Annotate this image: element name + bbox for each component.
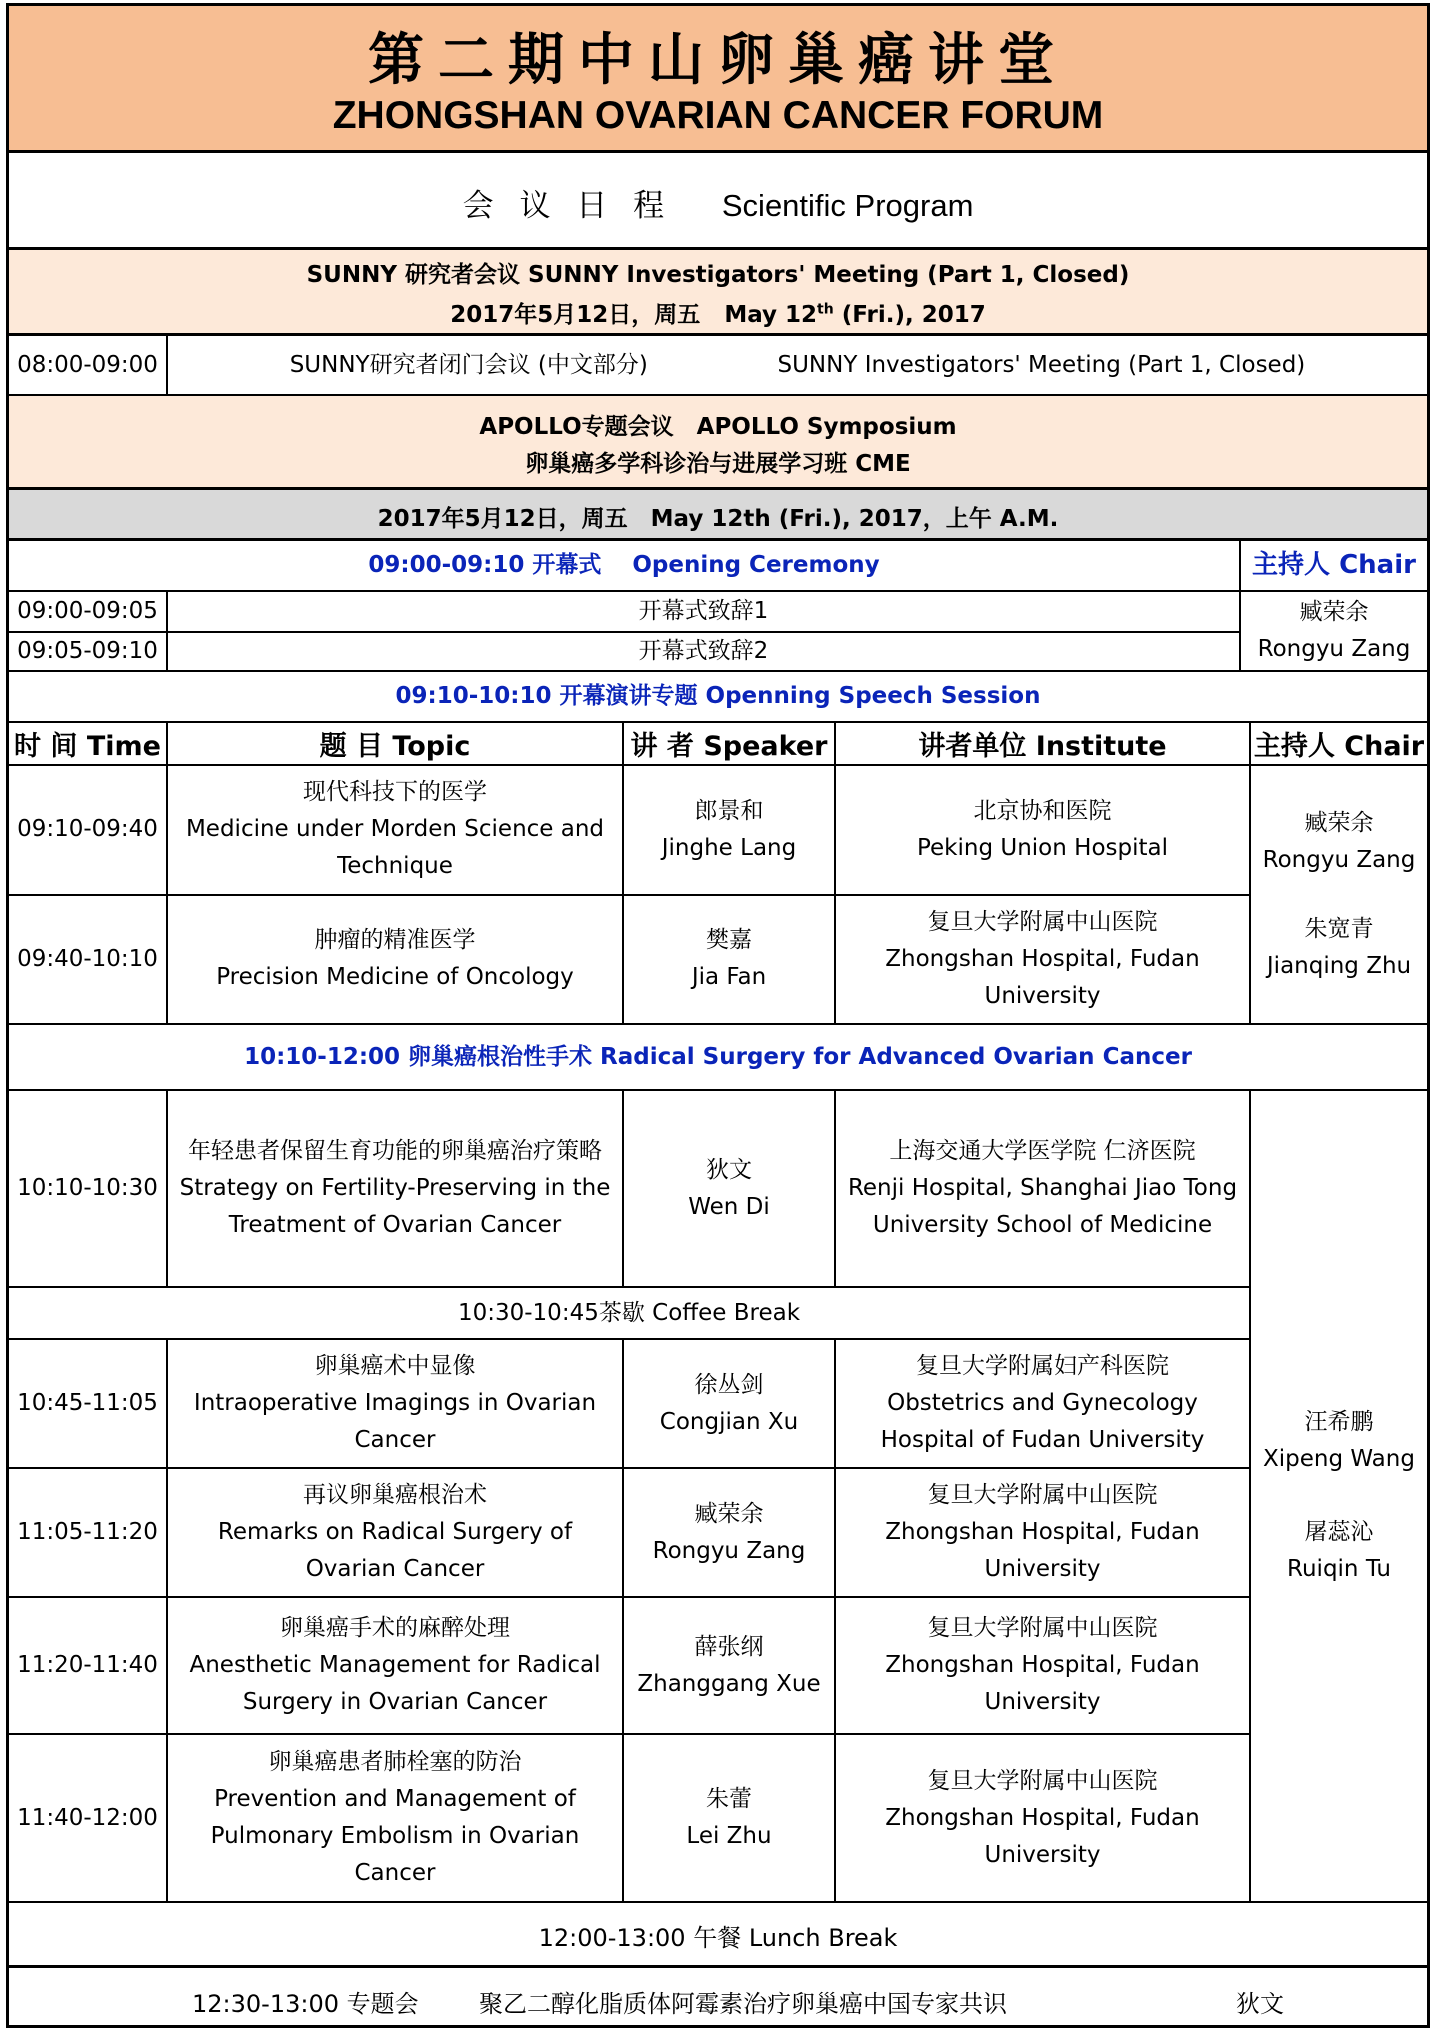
forum-title-en: ZHONGSHAN OVARIAN CANCER FORUM xyxy=(332,94,1104,137)
speaker-cn: 朱蕾 xyxy=(706,1786,752,1812)
chair-name-en: Ruiqin Tu xyxy=(1287,1556,1391,1582)
coffee-break: 10:30-10:45茶歇 Coffee Break xyxy=(9,1287,1250,1339)
institute-cn: 复旦大学附属中山医院 xyxy=(927,1767,1158,1794)
speaker-en: Wen Di xyxy=(688,1193,770,1220)
sunny-date-sup: th xyxy=(817,301,834,318)
topic-cn: 再议卵巢癌根治术 xyxy=(303,1482,487,1508)
table-header-row xyxy=(9,722,1427,765)
sunny-session-cn: SUNNY研究者闭门会议 (中文部分) xyxy=(289,351,648,378)
institute-en: Zhongshan Hospital, Fudan University xyxy=(885,945,1200,1009)
topic-cn: 肿瘤的精准医学 xyxy=(314,927,476,954)
speaker-cell xyxy=(623,765,835,894)
sunny-date-cn: 2017年5月12日，周五 xyxy=(450,302,701,328)
institute-cn: 复旦大学附属中山医院 xyxy=(927,908,1158,935)
speech-session-title: 09:10-10:10 开幕演讲专题 Openning Speech Session xyxy=(9,672,1427,722)
speech-table xyxy=(9,672,1427,1025)
table-row xyxy=(9,336,1427,395)
topic-cell xyxy=(167,1468,623,1597)
sunny-session-en: SUNNY Investigators' Meeting (Part 1, Closed) xyxy=(777,351,1306,378)
time-cell: 11:20-11:40 xyxy=(9,1597,167,1734)
institute-cn: 北京协和医院 xyxy=(973,797,1112,824)
institute-cell xyxy=(835,765,1250,894)
speaker-cell xyxy=(623,1734,835,1902)
speaker-cn: 狄文 xyxy=(706,1156,752,1183)
opening-table xyxy=(9,541,1427,672)
symposium-speaker: 狄文 xyxy=(1236,1990,1284,2018)
time-cell: 11:05-11:20 xyxy=(9,1468,167,1597)
table-row xyxy=(9,1597,1427,1734)
institute-cell xyxy=(835,1468,1250,1597)
chair-name-en: Rongyu Zang xyxy=(1257,636,1411,663)
header-chair: 主持人 Chair xyxy=(1250,722,1427,765)
sunny-title: SUNNY 研究者会议 SUNNY Investigators' Meeting (Part 1, Closed) xyxy=(306,262,1130,288)
surgery-session-title: 10:10-12:00 卵巢癌根治性手术 Radical Surgery for Advanced Ovarian Cancer xyxy=(9,1025,1427,1090)
time-cell: 10:45-11:05 xyxy=(9,1339,167,1468)
topic-cell xyxy=(167,1090,623,1287)
time-cell: 10:10-10:30 xyxy=(9,1090,167,1287)
topic-cell xyxy=(167,1597,623,1734)
speaker-cell xyxy=(623,1339,835,1468)
chair-name-cn: 朱宽青 xyxy=(1304,915,1374,942)
speaker-en: Rongyu Zang xyxy=(652,1537,806,1564)
header-topic: 题 目 Topic xyxy=(167,722,623,765)
speaker-cn: 薛张纲 xyxy=(694,1633,764,1660)
lunch-band xyxy=(9,1902,1427,1968)
institute-en: Peking Union Hospital xyxy=(916,834,1168,861)
topic-cell xyxy=(167,1339,623,1468)
table-row xyxy=(9,1025,1427,1090)
table-row xyxy=(9,1287,1427,1339)
program-title-en: Scientific Program xyxy=(721,188,974,223)
table-row xyxy=(9,765,1427,894)
institute-cn: 复旦大学附属中山医院 xyxy=(927,1615,1158,1641)
speaker-en: Congjian Xu xyxy=(659,1408,799,1435)
table-row xyxy=(9,1090,1427,1287)
institute-cell xyxy=(835,895,1250,1024)
chair-name-cn: 臧荣余 xyxy=(1304,809,1374,836)
speaker-cn: 臧荣余 xyxy=(694,1500,764,1527)
topic-cn: 卵巢癌术中显像 xyxy=(314,1353,476,1379)
program-page xyxy=(6,3,1430,2028)
institute-cn: 复旦大学附属中山医院 xyxy=(927,1482,1158,1508)
speaker-cell xyxy=(623,1468,835,1597)
topic-en: Anesthetic Management for Radical Surgery in Ovarian Cancer xyxy=(189,1652,601,1715)
topic-en: Intraoperative Imagings in Ovarian Cancer xyxy=(193,1390,597,1453)
topic-cn: 现代科技下的医学 xyxy=(303,779,487,806)
table-row xyxy=(9,541,1427,591)
table-row xyxy=(9,672,1427,722)
institute-en: Zhongshan Hospital, Fudan University xyxy=(885,1519,1200,1582)
chair-name-en: Rongyu Zang xyxy=(1262,846,1416,873)
apollo-date: 2017年5月12日，周五 May 12th (Fri.), 2017，上午 A.M. xyxy=(377,506,1059,532)
institute-en: Zhongshan Hospital, Fudan University xyxy=(885,1652,1200,1715)
speaker-cell xyxy=(623,1090,835,1287)
apollo-section-header xyxy=(9,396,1427,490)
topic-cell xyxy=(167,765,623,894)
speaker-cn: 徐丛剑 xyxy=(694,1371,764,1398)
sunny-table xyxy=(9,336,1427,396)
table-row xyxy=(9,1468,1427,1597)
chair-name-en: Xipeng Wang xyxy=(1263,1446,1415,1472)
time-cell: 08:00-09:00 xyxy=(9,336,167,395)
speaker-cn: 樊嘉 xyxy=(706,927,752,954)
time-cell: 09:05-09:10 xyxy=(9,632,167,671)
apollo-cme: 卵巢癌多学科诊治与进展学习班 CME xyxy=(525,451,911,477)
table-row xyxy=(9,1339,1427,1468)
speaker-cn: 郎景和 xyxy=(694,797,764,824)
sunny-date-tail: (Fri.), 2017 xyxy=(841,302,986,328)
chair-name-cn: 屠蕊沁 xyxy=(1304,1519,1374,1545)
time-cell: 09:10-09:40 xyxy=(9,765,167,894)
institute-en: Obstetrics and Gynecology Hospital of Fudan University xyxy=(880,1390,1205,1453)
table-row xyxy=(9,895,1427,1024)
topic-cn: 卵巢癌患者肺栓塞的防治 xyxy=(268,1749,522,1775)
program-title-cn: 会 议 日 程 xyxy=(462,188,673,224)
opening-chair-label: 主持人 Chair xyxy=(1240,541,1427,591)
institute-cell xyxy=(835,1090,1250,1287)
apollo-date-band xyxy=(9,490,1427,541)
sunny-date-en: May 12 xyxy=(724,302,818,328)
topic-en: Medicine under Morden Science and Technique xyxy=(185,816,605,880)
opening-title: 09:00-09:10 开幕式 Opening Ceremony xyxy=(9,541,1240,591)
topic-cell: 开幕式致辞1 xyxy=(167,591,1240,631)
sunny-section-header xyxy=(9,250,1427,336)
symposium-time: 12:30-13:00 专题会 xyxy=(192,1990,419,2018)
header-time: 时 间 Time xyxy=(9,722,167,765)
institute-en: Renji Hospital, Shanghai Jiao Tong University School of Medicine xyxy=(847,1175,1238,1238)
topic-cell: 开幕式致辞2 xyxy=(167,632,1240,671)
institute-cell xyxy=(835,1339,1250,1468)
institute-cell xyxy=(835,1597,1250,1734)
speaker-en: Zhanggang Xue xyxy=(637,1670,821,1697)
institute-cn: 复旦大学附属妇产科医院 xyxy=(916,1353,1169,1379)
surgery-chair-cell xyxy=(1250,1090,1427,1902)
topic-cell xyxy=(167,895,623,1024)
chair-name-cn: 臧荣余 xyxy=(1299,599,1369,626)
topic-cn: 年轻患者保留生育功能的卵巢癌治疗策略 xyxy=(188,1138,602,1164)
chair-name-en: Jianqing Zhu xyxy=(1266,952,1412,979)
speaker-cell xyxy=(623,895,835,1024)
time-cell: 09:00-09:05 xyxy=(9,591,167,631)
speaker-en: Jinghe Lang xyxy=(661,834,797,861)
topic-cell xyxy=(167,1734,623,1902)
speaker-cell xyxy=(623,1597,835,1734)
institute-cn: 上海交通大学医学院 仁济医院 xyxy=(889,1138,1196,1164)
forum-header xyxy=(9,6,1427,153)
topic-en: Remarks on Radical Surgery of Ovarian Cancer xyxy=(217,1519,573,1582)
header-institute: 讲者单位 Institute xyxy=(835,722,1250,765)
speaker-en: Lei Zhu xyxy=(686,1823,772,1849)
speaker-en: Jia Fan xyxy=(691,964,767,991)
apollo-title: APOLLO专题会议 APOLLO Symposium xyxy=(479,414,957,440)
sunny-date xyxy=(9,296,1427,329)
table-row xyxy=(9,1734,1427,1902)
symposium-topic: 聚乙二醇化脂质体阿霉素治疗卵巢癌中国专家共识 xyxy=(479,1990,1007,2018)
table-row xyxy=(9,591,1427,631)
institute-en: Zhongshan Hospital, Fudan University xyxy=(885,1804,1200,1868)
topic-cn: 卵巢癌手术的麻醉处理 xyxy=(280,1615,510,1641)
sunny-session-cell xyxy=(167,336,1427,395)
symposium-row xyxy=(9,1968,1427,2025)
chair-name-cn: 汪希鹏 xyxy=(1304,1409,1374,1435)
opening-chair-cell xyxy=(1240,591,1427,671)
time-cell: 11:40-12:00 xyxy=(9,1734,167,1902)
topic-en: Precision Medicine of Oncology xyxy=(216,964,574,991)
surgery-table xyxy=(9,1025,1427,1903)
header-speaker: 讲 者 Speaker xyxy=(623,722,835,765)
program-title xyxy=(9,153,1427,250)
speech-chair-cell xyxy=(1250,765,1427,1024)
time-cell: 09:40-10:10 xyxy=(9,895,167,1024)
topic-en: Prevention and Management of Pulmonary Embolism in Ovarian Cancer xyxy=(210,1786,580,1886)
institute-cell xyxy=(835,1734,1250,1902)
topic-en: Strategy on Fertility-Preserving in the Treatment of Ovarian Cancer xyxy=(179,1175,611,1238)
table-row xyxy=(9,632,1427,671)
forum-title-cn: 第二期中山卵巢癌讲堂 xyxy=(368,28,1068,93)
lunch-break: 12:00-13:00 午餐 Lunch Break xyxy=(538,1924,898,1952)
